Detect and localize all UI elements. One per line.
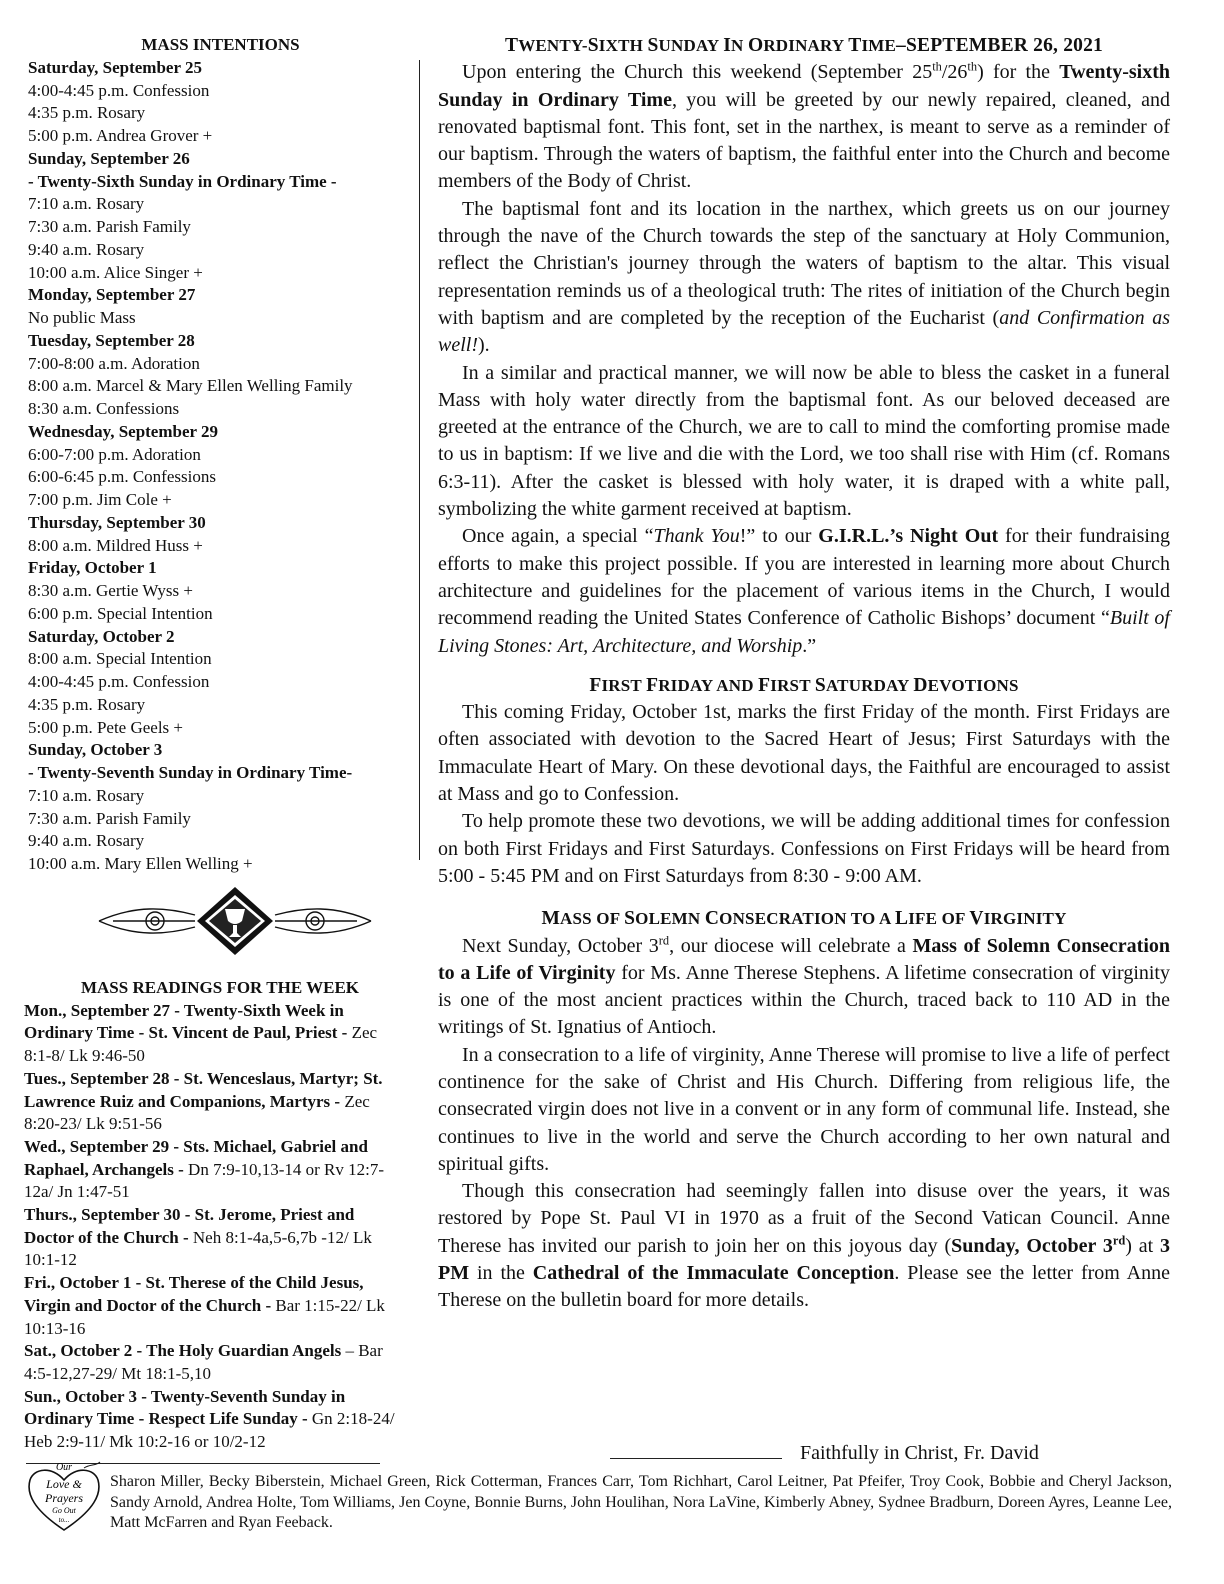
intention-entry: 8:30 a.m. Confessions [28, 399, 180, 418]
reading-citations: Zec 8:1-8/ Lk 9:46-50 [24, 1023, 378, 1066]
intention-entry: 6:00-7:00 p.m. Adoration [28, 444, 201, 464]
mass-intentions-list [28, 57, 413, 876]
chalice-ornament-icon [95, 885, 375, 957]
mass-readings-list [24, 1000, 404, 1454]
intention-day: Wednesday, September 29 [28, 421, 219, 441]
intention-day: Monday, September 27 [28, 285, 196, 305]
paragraph: Though this consecration had seemingly fallen into disuse over the years, it was restored by Pope St. Paul VI in 1970 as a fruit of the Second Vatican Council. Anne Therese has invited our parish to join her on this joyous day (Sunday, October 3rd) at 3 PM in the Cathedral of the Immaculate Conception. Please see the letter from Anne Therese on the bulletin board for more details. [438, 1180, 1171, 1312]
reading-item [24, 1272, 404, 1340]
reading-item [24, 1386, 404, 1454]
signature-text: Faithfully in Christ, Fr. David [800, 1442, 1039, 1464]
reading-day: Wed., September 29 - Sts. Michael, Gabriel and Raphael, Archangels - [24, 1136, 368, 1179]
paragraph: The baptismal font and its location in the narthex, which greets us on our journey through the nave of the Church towards the step of the sanctuary at Holy Communion, reflect the Christian's journey through the waters of baptism to the altar. This visual representation reminds us of a theological truth: The rites of initiation of the Church begin with baptism and are completed by the reception of the Eucharist (and Confirmation as well!). [438, 197, 1170, 357]
intention-entry: 5:00 p.m. Andrea Grover + [28, 126, 213, 145]
paragraph: Next Sunday, October 3rd, our diocese will celebrate a Mass of Solemn Consecration to a Life of Virginity for Ms. Anne Therese Stephens. A lifetime consecration of virginity is one of the most ancient practices within the Church, traced back to 110 AD in the writings of St. Ignatius of Antioch. [438, 932, 1170, 1039]
pastor-column [438, 32, 1170, 1315]
reading-citations: Gn 2:18-24/ Heb 2:9-11/ Mk 10:2-16 or 10/2-12 [24, 1409, 395, 1452]
intention-entry: 7:00 p.m. Jim Cole + [28, 490, 172, 509]
prayer-heart-logo-icon [24, 1458, 104, 1534]
reading-item [24, 1204, 404, 1272]
intention-entry: No public Mass [28, 308, 136, 327]
column-divider [419, 60, 420, 860]
reading-citations: Dn 7:9-10,13-14 or Rv 12:7-12a/ Jn 1:47-51 [24, 1159, 385, 1202]
logo-text: Our [55, 1462, 73, 1473]
intention-entry: 6:00-6:45 p.m. Confessions [28, 467, 216, 487]
paragraph: In a similar and practical manner, we will now be able to bless the casket in a funeral Mass with holy water directly from the baptismal font. As our beloved deceased are greeted at the entrance of the Church, we are to call to mind the comforting promise made to us in baptism: If we live and die with the Lord, we too shall rise with Him (cf. Romans 6:3-11). After the casket is blessed with holy water, it is draped with a white pall, symbolizing the white garment received at baptism. [438, 361, 1170, 521]
intention-entry: 10:00 a.m. Mary Ellen Welling + [28, 854, 253, 873]
prayer-list: Sharon Miller, Becky Biberstein, Michael Green, Rick Cotterman, Frances Carr, Tom Richhart, Carol Leitner, Pat Pfeifer, Troy Cook, Bobbie and Cheryl Jackson, Sandy Arnold, Andrea Holte, Tom Williams, Jen Coyne, Bonnie Burns, John Houlihan, Nora LaVine, Kimberly Abney, Sydnee Bradburn, Doreen Ayres, Leanne Lee, Matt McFarren and Ryan Feeback. [110, 1473, 1172, 1531]
intention-entry: 6:00 p.m. Special Intention [28, 603, 213, 623]
paragraph: This coming Friday, October 1st, marks the first Friday of the month. First Fridays are often associated with devotion to the Sacred Heart of Jesus; First Saturdays with the Immaculate Heart of Mary. On these devotional days, the Faithful are encouraged to assist at Mass and go to Confession. [438, 701, 1170, 806]
intention-day: Saturday, September 25 [28, 57, 202, 77]
intention-entry: 5:00 p.m. Pete Geels + [28, 717, 184, 737]
intention-entry: 4:00-4:45 p.m. Confession [28, 80, 210, 100]
paragraph: Once again, a special “Thank You!” to our G.I.R.L.’s Night Out for their fundraising efforts to make this project possible. If you are interested in learning more about Church architecture and guidelines for the placement of various items in the Church, I would recommend reading the United States Conference of Catholic Bishops’ document “Built of Living Stones: Art, Architecture, and Worship.” [438, 525, 1170, 657]
paragraph: In a consecration to a life of virginity, Anne Therese will promise to live a life of perfect continence for the sake of Christ and His Church. Differing from religious life, the consecrated virgin does not live in a convent or in any form of communal life. Instead, she continues to live in the world and serve the Church according to her own natural and spiritual gifts. [438, 1043, 1170, 1175]
intention-day: Sunday, October 3 [28, 740, 163, 760]
logo-text: to... [58, 1516, 70, 1524]
reading-item [24, 1136, 404, 1204]
intention-entry: 7:30 a.m. Parish Family [28, 217, 191, 236]
intention-day: - Twenty-Sixth Sunday in Ordinary Time - [28, 171, 337, 191]
paragraph: Upon entering the Church this weekend (September 25th/26th) for the Twenty-sixth Sunday in Ordinary Time, you will be greeted by our newly repaired, cleaned, and renovated baptismal font. This font, set in the narthex, is meant to serve as a reminder of our baptism. Through the waters of baptism, the faithful enter into the Church and become members of the Body of Christ. [438, 59, 1171, 193]
reading-item [24, 1340, 404, 1385]
reading-item [24, 1000, 404, 1068]
intention-day: - Twenty-Seventh Sunday in Ordinary Time- [28, 763, 353, 782]
intention-entry: 10:00 a.m. Alice Singer + [28, 262, 203, 282]
reading-citations: Zec 8:20-23/ Lk 9:51-56 [24, 1091, 370, 1134]
reading-day: Fri., October 1 - St. Therese of the Child Jesus, Virgin and Doctor of the Church - [24, 1273, 364, 1315]
logo-text: Go Out [52, 1506, 76, 1515]
section-heading-first-friday: FIRST FRIDAY AND FIRST SATURDAY DEVOTIONS [589, 674, 1019, 696]
reading-citations: Neh 8:1-4a,5-6,7b -12/ Lk 10:1-12 [24, 1227, 372, 1270]
intention-entry: 7:10 a.m. Rosary [28, 785, 145, 805]
intention-entry: 8:30 a.m. Gertie Wyss + [28, 581, 194, 600]
logo-text: Love & [46, 1477, 82, 1491]
intention-entry: 7:30 a.m. Parish Family [28, 808, 191, 828]
article-title: TWENTY-SIXTH SUNDAY IN ORDINARY TIME–SEPTEMBER 26, 2021 [504, 35, 1104, 56]
intention-day: Sunday, September 26 [28, 148, 190, 168]
intention-entry: 4:35 p.m. Rosary [28, 103, 146, 123]
reading-day: Thurs., September 30 - St. Jerome, Priest and Doctor of the Church - [24, 1205, 355, 1247]
intention-entry: 9:40 a.m. Rosary [28, 239, 145, 259]
reading-item [24, 1068, 404, 1136]
intention-day: Tuesday, September 28 [28, 330, 195, 350]
intention-entry: 7:00-8:00 a.m. Adoration [28, 353, 200, 373]
intention-entry: 7:10 a.m. Rosary [28, 194, 145, 214]
intention-day: Thursday, September 30 [28, 512, 206, 532]
intention-day: Saturday, October 2 [28, 626, 175, 646]
intention-entry: 8:00 a.m. Marcel & Mary Ellen Welling Family [28, 376, 353, 396]
reading-day: Sun., October 3 - Twenty-Seventh Sunday in Ordinary Time - Respect Life Sunday - [24, 1386, 346, 1429]
reading-citations: Bar 1:15-22/ Lk 10:13-16 [24, 1295, 385, 1338]
paragraph: To help promote these two devotions, we will be adding additional times for confession on both First Fridays and First Saturdays. Confessions on First Fridays will be heard from 5:00 - 5:45 PM and on First Saturdays from 8:30 - 9:00 AM. [438, 810, 1170, 887]
mass-intentions-heading: MASS INTENTIONS [141, 35, 300, 54]
reading-day: Tues., September 28 - St. Wenceslaus, Martyr; St. Lawrence Ruiz and Companions, Martyrs - [24, 1068, 383, 1111]
reading-citations: – Bar 4:5-12,27-29/ Mt 18:1-5,10 [24, 1341, 383, 1383]
reading-day: Mon., September 27 - Twenty-Sixth Week in Ordinary Time - St. Vincent de Paul, Priest - [24, 1000, 348, 1043]
signature-line [610, 1458, 782, 1459]
reading-day: Sat., October 2 - The Holy Guardian Angels [24, 1341, 342, 1361]
logo-text: Prayers [45, 1491, 83, 1505]
mass-readings-heading: MASS READINGS FOR THE WEEK [80, 978, 360, 997]
section-heading-consecration: MASS OF SOLEMN CONSECRATION TO A LIFE OF VIRGINITY [541, 908, 1067, 930]
mass-readings [24, 977, 404, 1454]
intention-entry: 4:00-4:45 p.m. Confession [28, 672, 210, 691]
mass-intentions [28, 34, 413, 876]
intention-entry: 8:00 a.m. Mildred Huss + [28, 535, 203, 555]
intention-entry: 9:40 a.m. Rosary [28, 831, 145, 851]
intention-entry: 4:35 p.m. Rosary [28, 694, 146, 714]
intention-day: Friday, October 1 [28, 558, 157, 578]
intention-entry: 8:00 a.m. Special Intention [28, 649, 212, 669]
